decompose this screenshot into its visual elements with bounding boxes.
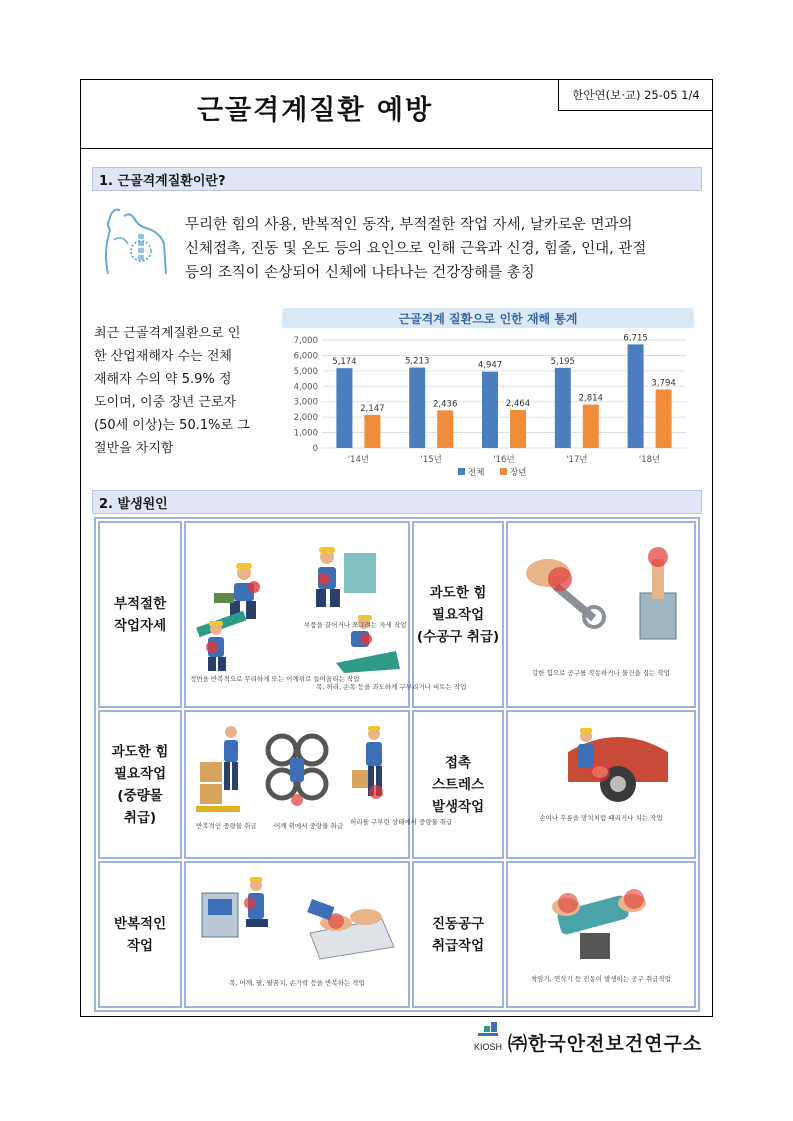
data-label: 5,174 xyxy=(332,357,357,368)
bar-senior xyxy=(656,389,672,448)
stat-line: (50세 이상)는 50.1%로 그 xyxy=(94,418,250,433)
chart-title: 근골격계 질환으로 인한 재해 통계 xyxy=(398,312,578,326)
stat-line: 최근 근골격계질환으로 인 xyxy=(94,326,241,341)
worker-icon xyxy=(196,611,246,671)
caption: 손이나 무릎을 망치처럼 때리거나 치는 작업 xyxy=(539,814,663,822)
bar-total xyxy=(409,368,425,448)
bar-senior xyxy=(583,405,599,448)
legend-label: 전체 xyxy=(468,468,485,478)
bar-total xyxy=(482,372,498,448)
caption: 강한 힘으로 공구를 작동하거나 물건을 집는 작업 xyxy=(532,669,670,677)
bar-senior xyxy=(364,415,380,448)
y-tick-label: 0 xyxy=(312,444,318,454)
contact-illustration-cell xyxy=(506,710,696,859)
caption: 목, 어깨, 팔, 팔꿈치, 손가락 등을 반복하는 작업 xyxy=(229,979,365,987)
svg-text:KIOSH: KIOSH xyxy=(474,1042,503,1052)
x-tick-label: '15년 xyxy=(420,455,442,465)
force-tool-illustration xyxy=(508,523,694,699)
y-tick-label: 6,000 xyxy=(293,351,318,362)
box-hand-icon xyxy=(640,547,676,639)
caption: 어깨 위에서 중량물 취급 xyxy=(274,822,344,830)
page-title: 근골격계질환 예방 xyxy=(196,95,434,126)
worker-boxes-icon xyxy=(196,726,240,812)
disaster-statistics-chart xyxy=(282,308,694,488)
cause-label-repetitive: 반복적인 작업 xyxy=(98,861,182,1008)
legend-swatch xyxy=(458,468,465,475)
stat-line: 절반을 차지함 xyxy=(94,441,174,456)
y-tick-label: 3,000 xyxy=(293,397,318,408)
cause-label-contact: 접촉 스트레스 발생작업 xyxy=(412,710,504,859)
stat-line: 도이며, 이중 장년 근로자 xyxy=(94,395,237,410)
data-label: 2,436 xyxy=(433,399,458,410)
data-label: 5,195 xyxy=(550,356,575,367)
x-tick-label: '16년 xyxy=(493,455,515,465)
table-row xyxy=(98,710,696,859)
bar-total xyxy=(336,368,352,448)
caption: 정면을 반복적으로 무리하게 또는 어깨위로 들어올리는 작업 xyxy=(190,675,360,683)
force-heavy-illustration-cell xyxy=(184,710,453,859)
kiosh-logo xyxy=(474,1022,510,1056)
title-divider xyxy=(80,148,713,149)
y-tick-label: 7,000 xyxy=(293,336,318,346)
bar-total xyxy=(555,368,571,448)
cause-label-force-heavy: 과도한 힘 필요작업 (중량물 취급) xyxy=(98,710,182,859)
section-heading-definition: 1. 근골격계질환이란? xyxy=(92,167,702,191)
worker-box-icon xyxy=(352,726,383,799)
document-code: 한안연(보·교) 25-05 1/4 xyxy=(558,80,713,111)
data-label: 2,814 xyxy=(578,393,603,404)
typing-hands-icon xyxy=(307,899,394,959)
bar-senior xyxy=(510,410,526,448)
y-tick-label: 2,000 xyxy=(293,413,318,424)
wrench-hand-icon xyxy=(526,559,604,627)
data-label: 6,715 xyxy=(623,333,648,344)
table-row xyxy=(98,521,696,708)
data-label: 5,213 xyxy=(405,356,430,367)
stat-line: 재해자 수의 약 5.9% 정 xyxy=(94,372,232,387)
definition-paragraph xyxy=(185,213,695,285)
body-spine-icon xyxy=(100,204,172,276)
definition-line: 신체접촉, 진동 및 온도 등의 요인으로 인해 근육과 신경, 힘줄, 인대, 관절 xyxy=(185,241,647,257)
caption: 착암기, 연삭기 등 진동이 발생하는 공구 취급작업 xyxy=(530,975,672,983)
y-tick-label: 4,000 xyxy=(293,382,318,393)
contact-illustration xyxy=(508,712,694,850)
y-tick-label: 1,000 xyxy=(293,428,318,439)
definition-line: 무리한 힘의 사용, 반복적인 동작, 부적절한 작업 자세, 날카로운 면과의 xyxy=(185,217,633,233)
vibration-illustration-cell xyxy=(506,861,696,1008)
computer-worker-icon xyxy=(202,877,268,937)
vibration-illustration xyxy=(508,863,694,999)
worker-icon xyxy=(316,547,376,607)
bar-senior xyxy=(437,410,453,448)
caption: 부품을 끌어거나 쪼그려는 자세 작업 xyxy=(304,621,407,629)
definition-line: 등의 조직이 손상되어 신체에 나타나는 건강장해를 총칭 xyxy=(185,265,535,281)
grinder-tool-icon xyxy=(552,889,646,959)
x-tick-label: '14년 xyxy=(347,455,370,465)
cause-label-posture: 부적절한 작업자세 xyxy=(98,521,182,708)
force-heavy-illustration xyxy=(186,712,453,850)
data-label: 3,794 xyxy=(651,378,676,389)
cause-label-force-tool: 과도한 힘 필요작업 (수공구 취급) xyxy=(412,521,504,708)
statistics-paragraph xyxy=(94,322,258,460)
cause-label-vibration: 진동공구 취급작업 xyxy=(412,861,504,1008)
data-label: 2,147 xyxy=(360,403,385,414)
hammering-hand-icon xyxy=(568,728,668,802)
repetitive-illustration xyxy=(186,863,408,999)
repetitive-illustration-cell xyxy=(184,861,410,1008)
worker-icon xyxy=(214,563,260,619)
x-tick-label: '17년 xyxy=(566,455,588,465)
legend-swatch xyxy=(500,468,507,475)
organization-name: ㈜한국안전보건연구소 xyxy=(508,1033,703,1055)
causes-table xyxy=(94,517,700,1012)
bar-total xyxy=(628,344,644,448)
tire-rack-icon xyxy=(268,736,326,806)
x-tick-label: '18년 xyxy=(638,455,661,465)
stat-line: 한 산업재해자 수는 전체 xyxy=(94,349,232,364)
caption: 허리를 구부린 상태에서 중량물 취급 xyxy=(350,818,453,826)
data-label: 4,947 xyxy=(477,360,503,371)
legend-label: 장년 xyxy=(510,468,527,478)
y-tick-label: 5,000 xyxy=(293,366,318,377)
table-row xyxy=(98,861,696,1008)
data-label: 2,464 xyxy=(505,398,531,409)
force-tool-illustration-cell xyxy=(506,521,696,708)
caption: 반복적인 중량물 취급 xyxy=(196,822,257,830)
caption: 목, 허리, 손목 등을 과도하게 구부리거나 비트는 작업 xyxy=(316,683,467,691)
section-heading-causes: 2. 발생원인 xyxy=(92,490,702,514)
